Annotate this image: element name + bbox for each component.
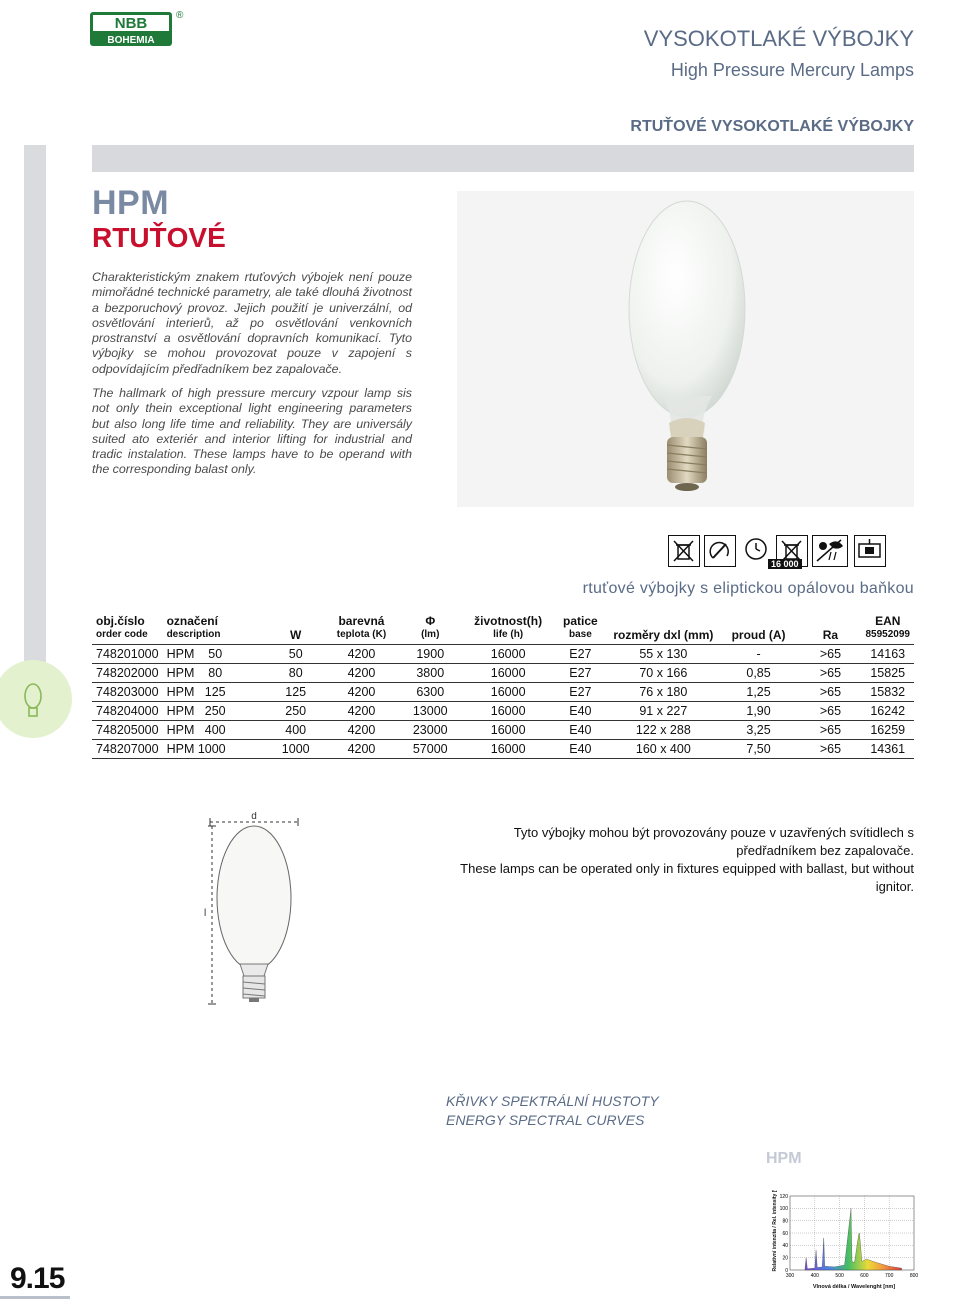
chart-y-tick-label: 100: [779, 1206, 788, 1213]
page-number: 9.15: [10, 1262, 65, 1295]
cell-order-code: 748203000: [92, 683, 163, 702]
table-row: [92, 740, 914, 759]
cell-life: 16000: [464, 740, 551, 759]
cell-life: 16000: [464, 702, 551, 721]
chart-x-tick-label: 800: [909, 1273, 919, 1279]
chart-x-tick-label: 500: [835, 1273, 844, 1279]
chart-y-ticks: [780, 1194, 789, 1274]
cell-order-code: 748205000: [92, 721, 163, 740]
col-header-order-code: obj.číslo order code: [92, 612, 163, 645]
cell-color-temp: 4200: [327, 740, 396, 759]
cell-life: 16000: [464, 683, 551, 702]
description-cz: Charakteristickým znakem rtuťových výbojek není pouze mimořádné technické parametry, ale také dlouhá životnost a bezporuchový provoz. Jejich použití je univerzální, od osvětlování interierů, až po osvětlování venkovních prostranství a osvětlování dopravních komunikací. Tyto výbojky se mohou provozovat pouze v zapojení s odpovídajícím předřadníkem bez zapalovače.: [92, 270, 412, 376]
cell-flux: 1900: [396, 645, 464, 664]
cell-current: 7,50: [718, 740, 800, 759]
table-row: [92, 702, 914, 721]
cell-flux: 57000: [396, 740, 464, 759]
product-name: RTUŤOVÉ: [92, 222, 226, 253]
table-row: [92, 721, 914, 740]
cell-watt: 400: [265, 721, 327, 740]
lamp-holder-icon: [854, 535, 886, 567]
dimension-drawing: [196, 812, 316, 1017]
cell-order-code: 748201000: [92, 645, 163, 664]
l-label: l: [204, 908, 207, 919]
cell-dimensions: 122 x 288: [609, 721, 718, 740]
cell-dimensions: 91 x 227: [609, 702, 718, 721]
cell-base: E40: [552, 702, 609, 721]
cell-color-temp: 4200: [327, 664, 396, 683]
chart-x-tick-label: 600: [860, 1273, 869, 1279]
cell-life: 16000: [464, 721, 551, 740]
cell-flux: 3800: [396, 664, 464, 683]
cell-watt: 80: [265, 664, 327, 683]
cell-color-temp: 4200: [327, 645, 396, 664]
col-header-dimensions: rozměry dxl (mm): [609, 612, 718, 645]
cell-ean: 14163: [862, 645, 915, 664]
cell-ean: 16259: [862, 721, 915, 740]
lifetime-badge: 16 000: [768, 559, 802, 569]
cell-dimensions: 76 x 180: [609, 683, 718, 702]
cell-dimensions: 160 x 400: [609, 740, 718, 759]
col-header-description: označení description: [163, 612, 265, 645]
cell-watt: 1000: [265, 740, 327, 759]
cell-color-temp: 4200: [327, 683, 396, 702]
col-header-color-temp: barevná teplota (K): [327, 612, 396, 645]
logo-top-text: NBB: [114, 15, 148, 32]
chart-x-tick-label: 700: [885, 1273, 894, 1279]
cell-watt: 50: [265, 645, 327, 664]
chart-y-tick-label: 40: [782, 1243, 788, 1250]
d-label: d: [251, 812, 257, 822]
cell-dimensions: 55 x 130: [609, 645, 718, 664]
cell-ra: >65: [799, 664, 861, 683]
col-header-watt: W: [265, 612, 327, 645]
bulb-outline-icon: [18, 682, 48, 727]
registered-mark: ®: [176, 10, 184, 21]
header-category: RTUŤOVÉ VYSOKOTLAKÉ VÝBOJKY: [630, 118, 914, 135]
description-en: The hallmark of high pressure mercury vzpour lamp sis not only thein exceptional light engineering parameters but also long life time and reliability. They are universály suited ato exteriér and interior lifting for industrial and tradic instalation. These lamps have to be operand with the corresponding balast only.: [92, 386, 412, 477]
cell-flux: 6300: [396, 683, 464, 702]
col-header-ean: EAN 85952099: [862, 612, 915, 645]
nbb-bohemia-logo: [88, 6, 188, 50]
cell-current: 1,25: [718, 683, 800, 702]
cell-current: -: [718, 645, 800, 664]
product-photo: [457, 191, 914, 507]
curves-title: [446, 1092, 659, 1130]
cell-ean: 15825: [862, 664, 915, 683]
curves-title-en: ENERGY SPECTRAL CURVES: [446, 1112, 645, 1128]
table-row: [92, 664, 914, 683]
curves-label: HPM: [766, 1150, 802, 1167]
dimming-prohibited-icon: [704, 535, 736, 567]
cell-ra: >65: [799, 740, 861, 759]
table-row: [92, 645, 914, 664]
cell-description: HPM 250: [163, 702, 265, 721]
col-header-current: proud (A): [718, 612, 800, 645]
cell-ra: >65: [799, 683, 861, 702]
no-dispose-bin-icon: [668, 535, 700, 567]
note-cz: Tyto výbojky mohou být provozovány pouze v uzavřených svítidlech s předřadníkem bez zapalovače.: [513, 825, 914, 858]
side-band: [24, 145, 46, 705]
cell-base: E27: [552, 645, 609, 664]
cell-order-code: 748207000: [92, 740, 163, 759]
cell-life: 16000: [464, 664, 551, 683]
chart-y-tick-label: 0: [785, 1267, 788, 1274]
property-icons: [668, 535, 916, 569]
cell-description: HPM 400: [163, 721, 265, 740]
cell-watt: 125: [265, 683, 327, 702]
chart-y-tick-label: 20: [782, 1255, 788, 1262]
title-band: [92, 145, 914, 172]
cell-order-code: 748202000: [92, 664, 163, 683]
chart-x-label: Vlnová délka / Wavelenght [nm]: [812, 1284, 896, 1290]
note-en: These lamps can be operated only in fixtures equipped with ballast, but without ignitor.: [460, 861, 914, 894]
cell-ean: 15832: [862, 683, 915, 702]
cell-color-temp: 4200: [327, 721, 396, 740]
cell-base: E40: [552, 721, 609, 740]
cell-watt: 250: [265, 702, 327, 721]
curves-title-cz: KŘIVKY SPEKTRÁLNÍ HUSTOTY: [446, 1093, 659, 1109]
spectral-chart: [764, 1190, 924, 1295]
cell-current: 3,25: [718, 721, 800, 740]
cell-ean: 14361: [862, 740, 915, 759]
cell-description: HPM 50: [163, 645, 265, 664]
cell-life: 16000: [464, 645, 551, 664]
cell-description: HPM 80: [163, 664, 265, 683]
cell-description: HPM 125: [163, 683, 265, 702]
cell-order-code: 748204000: [92, 702, 163, 721]
spectral-chart-svg: [764, 1190, 924, 1290]
col-header-base: patice base: [552, 612, 609, 645]
header-title-en: High Pressure Mercury Lamps: [670, 60, 914, 80]
chart-y-tick-label: 120: [779, 1193, 788, 1200]
usage-note: [440, 824, 914, 896]
cell-flux: 13000: [396, 702, 464, 721]
cell-base: E40: [552, 740, 609, 759]
cell-base: E27: [552, 683, 609, 702]
table-row: [92, 683, 914, 702]
no-outdoor-icon: [812, 535, 848, 567]
cell-ra: >65: [799, 702, 861, 721]
cell-ra: >65: [799, 645, 861, 664]
chart-y-tick-label: 80: [782, 1218, 788, 1225]
product-subtitle: rtuťové výbojky s eliptickou opálovou baňkou: [582, 580, 914, 597]
logo-bottom-text: BOHEMIA: [107, 35, 155, 46]
product-code: HPM: [92, 184, 170, 222]
chart-y-label: Relativní intenzita / Rel. intensity [%]: [772, 1190, 778, 1272]
cell-ra: >65: [799, 721, 861, 740]
col-header-ra: Ra: [799, 612, 861, 645]
chart-x-ticks: [786, 1273, 919, 1279]
table-header-row: [92, 612, 914, 645]
cell-description: HPM 1000: [163, 740, 265, 759]
cell-flux: 23000: [396, 721, 464, 740]
col-header-life: životnost(h) life (h): [464, 612, 551, 645]
chart-x-tick-label: 300: [785, 1273, 795, 1279]
spec-table: [92, 612, 914, 759]
table-body: [92, 645, 914, 759]
cell-base: E27: [552, 664, 609, 683]
cell-current: 0,85: [718, 664, 800, 683]
cell-current: 1,90: [718, 702, 800, 721]
chart-y-tick-label: 60: [782, 1230, 788, 1237]
cell-dimensions: 70 x 166: [609, 664, 718, 683]
chart-x-tick-label: 400: [810, 1273, 819, 1279]
col-header-flux: Φ (lm): [396, 612, 464, 645]
cell-color-temp: 4200: [327, 702, 396, 721]
header-title-cz: VYSOKOTLAKÉ VÝBOJKY: [643, 26, 914, 51]
cell-ean: 16242: [862, 702, 915, 721]
page-bar: [0, 1296, 70, 1299]
